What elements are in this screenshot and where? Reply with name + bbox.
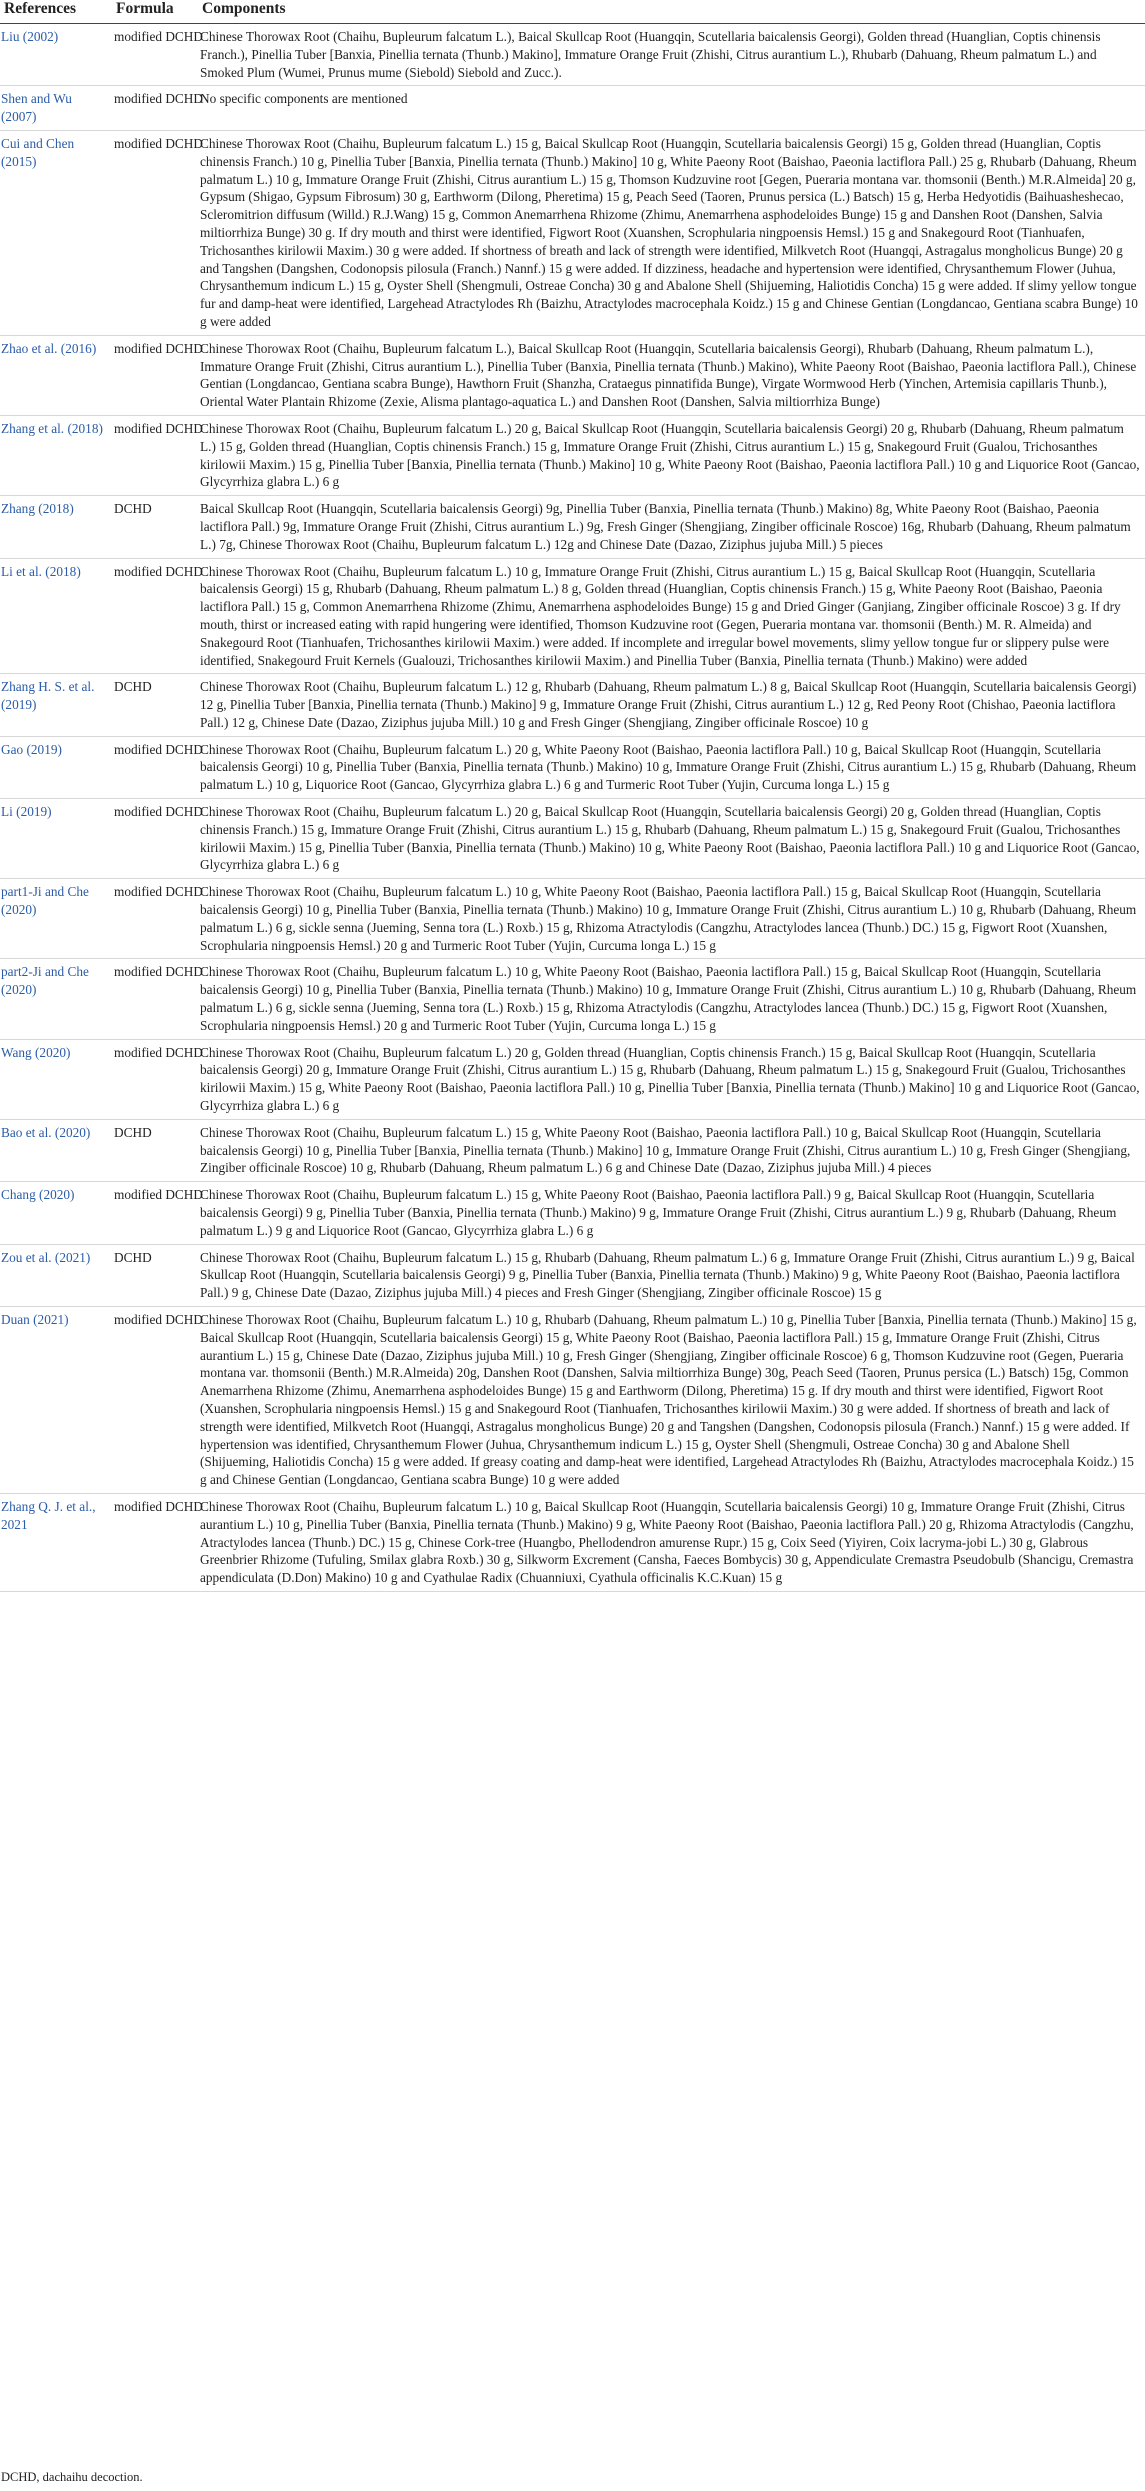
reference-link[interactable]: Zhang Q. J. et al., 2021	[0, 1493, 112, 1591]
formula-cell: modified DCHD	[112, 415, 198, 495]
components-cell: Chinese Thorowax Root (Chaihu, Bupleurum falcatum L.), Baical Skullcap Root (Huangqin, Scutellaria baicalensis Georgi), Rhubarb (Dahuang, Rheum palmatum L.), Immature Orange Fruit (Zhishi, Citrus aurantium L.), Pinellia Tuber (Banxia, Pinellia ternata (Thunb.) Makino), White Paeony Root (Baishao, Paeonia lactiflora Pall.), Chinese Gentian (Longdancao, Gentiana scabra Bunge), Hawthorn Fruit (Shanzha, Crataegus pinnatifida Bunge), Virgate Wormwood Herb (Yinchen, Artemisia capillaris Thunb.), Oriental Water Plantain Rhizome (Zexie, Alisma plantago-aquatica L.) and Danshen Root (Danshen, Salvia miltiorrhiza Bunge)	[198, 335, 1145, 415]
reference-link[interactable]: Wang (2020)	[0, 1039, 112, 1119]
components-cell: Baical Skullcap Root (Huangqin, Scutellaria baicalensis Georgi) 9g, Pinellia Tuber (Banxia, Pinellia ternata (Thunb.) Makino) 8g, White Paeony Root (Baishao, Paeonia lactiflora Pall.) 9g, Immature Orange Fruit (Zhishi, Citrus aurantium L.) 9g, Fresh Ginger (Shengjiang, Zingiber officinale Roscoe) 16g, Rhubarb (Dahuang, Rheum palmatum L.) 7g, Chinese Thorowax Root (Chaihu, Bupleurum falcatum L.) 12g and Chinese Date (Dazao, Ziziphus jujuba Mill.) 5 pieces	[198, 496, 1145, 558]
formula-cell: modified DCHD	[112, 1307, 198, 1494]
reference-link[interactable]: Zhang (2018)	[0, 496, 112, 558]
components-cell: Chinese Thorowax Root (Chaihu, Bupleurum falcatum L.) 20 g, Baical Skullcap Root (Huangqin, Scutellaria baicalensis Georgi) 20 g, Golden thread (Huanglian, Coptis chinensis Franch.) 15 g, Immature Orange Fruit (Zhishi, Citrus aurantium L.) 15 g, Rhubarb (Dahuang, Rheum palmatum L.) 15 g, Snakegourd Fruit (Gualou, Trichosanthes kirilowii Maxim.) 15 g, Pinellia Tuber (Banxia, Pinellia ternata (Thunb.) Makino) 10 g, White Paeony Root (Baishao, Paeonia lactiflora Pall.) 10 g and Liquorice Root (Gancao, Glycyrrhiza glabra L.) 6 g	[198, 799, 1145, 879]
components-cell: Chinese Thorowax Root (Chaihu, Bupleurum falcatum L.) 10 g, White Paeony Root (Baishao, Paeonia lactiflora Pall.) 15 g, Baical Skullcap Root (Huangqin, Scutellaria baicalensis Georgi) 10 g, Pinellia Tuber (Banxia, Pinellia ternata (Thunb.) Makino) 10 g, Immature Orange Fruit (Zhishi, Citrus aurantium L.) 10 g, Rhubarb (Dahuang, Rheum palmatum L.) 6 g, sickle senna (Jueming, Senna tora (L.) Roxb.) 15 g, Rhizoma Atractylodis (Cangzhu, Atractylodes lancea (Thunb.) DC.) 15 g, Figwort Root (Xuanshen, Scrophularia ningpoensis Hemsl.) 20 g and Turmeric Root Tuber (Yujin, Curcuma longa L.) 15 g	[198, 879, 1145, 959]
formula-cell: modified DCHD	[112, 558, 198, 674]
formula-cell: DCHD	[112, 1244, 198, 1306]
table-row	[0, 1244, 1145, 1306]
reference-link[interactable]: Cui and Chen (2015)	[0, 130, 112, 335]
reference-link[interactable]: Chang (2020)	[0, 1182, 112, 1244]
header-row	[0, 0, 1145, 24]
table-row	[0, 86, 1145, 131]
formula-cell: modified DCHD	[112, 1182, 198, 1244]
formula-cell: modified DCHD	[112, 799, 198, 879]
components-cell: Chinese Thorowax Root (Chaihu, Bupleurum falcatum L.) 15 g, White Paeony Root (Baishao, Paeonia lactiflora Pall.) 9 g, Baical Skullcap Root (Huangqin, Scutellaria baicalensis Georgi) 9 g, Pinellia Tuber (Banxia, Pinellia ternata (Thunb.) Makino) 9 g, Immature Orange Fruit (Zhishi, Citrus aurantium L.) 9 g, Rhubarb (Dahuang, Rheum palmatum L.) 9 g and Liquorice Root (Gancao, Glycyrrhiza glabra L.) 6 g	[198, 1182, 1145, 1244]
table-row	[0, 799, 1145, 879]
formula-cell: modified DCHD	[112, 959, 198, 1039]
formula-cell: DCHD	[112, 1119, 198, 1181]
reference-link[interactable]: Shen and Wu (2007)	[0, 86, 112, 131]
reference-link[interactable]: part2-Ji and Che (2020)	[0, 959, 112, 1039]
table-row	[0, 1039, 1145, 1119]
reference-link[interactable]: Liu (2002)	[0, 24, 112, 86]
components-cell: Chinese Thorowax Root (Chaihu, Bupleurum falcatum L.), Baical Skullcap Root (Huangqin, Scutellaria baicalensis Georgi), Golden thread (Huanglian, Coptis chinensis Franch.), Pinellia Tuber [Banxia, Pinellia ternata (Thunb.) Makino], Immature Orange Fruit (Zhishi, Citrus aurantium L.), Rhubarb (Dahuang, Rheum palmatum L.) and Smoked Plum (Wumei, Prunus mume (Siebold) Siebold and Zucc.).	[198, 24, 1145, 86]
reference-link[interactable]: Gao (2019)	[0, 736, 112, 798]
formula-cell: modified DCHD	[112, 86, 198, 131]
table-row	[0, 1119, 1145, 1181]
components-cell: Chinese Thorowax Root (Chaihu, Bupleurum falcatum L.) 10 g, Baical Skullcap Root (Huangqin, Scutellaria baicalensis Georgi) 10 g, Immature Orange Fruit (Zhishi, Citrus aurantium L.) 10 g, Pinellia Tuber (Banxia, Pinellia ternata (Thunb.) Makino) 9 g, White Paeony Root (Baishao, Paeonia lactiflora Pall.) 20 g, Rhizoma Atractylodis (Cangzhu, Atractylodes lancea (Thunb.) DC.) 15 g, Chinese Cork-tree (Huangbo, Phellodendron amurense Rupr.) 15 g, Coix Seed (Yiyiren, Coix lacryma-jobi L.) 30 g, Glabrous Greenbrier Rhizome (Tufuling, Smilax glabra Roxb.) 30 g, Silkworm Excrement (Cansha, Faeces Bombycis) 30 g, Appendiculate Cremastra Pseudobulb (Shancigu, Cremastra appendiculata (D.Don) Makino) 10 g and Cyathulae Radix (Chuanniuxi, Cyathula officinalis K.C.Kuan) 15 g	[198, 1493, 1145, 1591]
components-cell: No specific components are mentioned	[198, 86, 1145, 131]
table-row	[0, 959, 1145, 1039]
formula-cell: modified DCHD	[112, 879, 198, 959]
reference-link[interactable]: Li et al. (2018)	[0, 558, 112, 674]
reference-link[interactable]: part1-Ji and Che (2020)	[0, 879, 112, 959]
components-cell: Chinese Thorowax Root (Chaihu, Bupleurum falcatum L.) 10 g, White Paeony Root (Baishao, Paeonia lactiflora Pall.) 15 g, Baical Skullcap Root (Huangqin, Scutellaria baicalensis Georgi) 10 g, Pinellia Tuber (Banxia, Pinellia ternata (Thunb.) Makino) 10 g, Immature Orange Fruit (Zhishi, Citrus aurantium L.) 10 g, Rhubarb (Dahuang, Rheum palmatum L.) 6 g, sickle senna (Jueming, Senna tora (L.) Roxb.) 15 g, Rhizoma Atractylodis (Cangzhu, Atractylodes lancea (Thunb.) DC.) 15 g, Figwort Root (Xuanshen, Scrophularia ningpoensis Hemsl.) 20 g and Turmeric Root Tuber (Yujin, Curcuma longa L.) 15 g	[198, 959, 1145, 1039]
table-row	[0, 130, 1145, 335]
formula-cell: modified DCHD	[112, 130, 198, 335]
table-row	[0, 496, 1145, 558]
formula-cell: DCHD	[112, 674, 198, 736]
formula-cell: DCHD	[112, 496, 198, 558]
formula-cell: modified DCHD	[112, 24, 198, 86]
formula-cell: modified DCHD	[112, 1039, 198, 1119]
formula-cell: modified DCHD	[112, 1493, 198, 1591]
reference-link[interactable]: Zhao et al. (2016)	[0, 335, 112, 415]
reference-link[interactable]: Bao et al. (2020)	[0, 1119, 112, 1181]
table-footnote: DCHD, dachaihu decoction.	[1, 2470, 143, 2484]
reference-link[interactable]: Li (2019)	[0, 799, 112, 879]
header-references: References	[0, 0, 112, 24]
table-row	[0, 335, 1145, 415]
table-row	[0, 415, 1145, 495]
table-row	[0, 1307, 1145, 1494]
reference-link[interactable]: Duan (2021)	[0, 1307, 112, 1494]
table-row	[0, 24, 1145, 86]
components-cell: Chinese Thorowax Root (Chaihu, Bupleurum falcatum L.) 20 g, Golden thread (Huanglian, Coptis chinensis Franch.) 15 g, Baical Skullcap Root (Huangqin, Scutellaria baicalensis Georgi) 20 g, Immature Orange Fruit (Zhishi, Citrus aurantium L.) 15 g, Rhubarb (Dahuang, Rheum palmatum L.) 15 g, Snakegourd Fruit (Gualou, Trichosanthes kirilowii Maxim.) 15 g, White Paeony Root (Baishao, Paeonia lactiflora Pall.) 10 g, Pinellia Tuber [Banxia, Pinellia ternata (Thunb.) Makino] 10 g and Liquorice Root (Gancao, Glycyrrhiza glabra L.) 6 g	[198, 1039, 1145, 1119]
table-row	[0, 674, 1145, 736]
components-cell: Chinese Thorowax Root (Chaihu, Bupleurum falcatum L.) 20 g, Baical Skullcap Root (Huangqin, Scutellaria baicalensis Georgi) 20 g, Rhubarb (Dahuang, Rheum palmatum L.) 15 g, Golden thread (Huanglian, Coptis chinensis Franch.) 15 g, Immature Orange Fruit (Zhishi, Citrus aurantium L.) 15 g, Snakegourd Fruit (Gualou, Trichosanthes kirilowii Maxim.) 15 g, Pinellia Tuber [Banxia, Pinellia ternata (Thunb.) Makino] 10 g, White Paeony Root (Baishao, Paeonia lactiflora Pall.) 10 g and Liquorice Root (Gancao, Glycyrrhiza glabra L.) 6 g	[198, 415, 1145, 495]
formula-cell: modified DCHD	[112, 736, 198, 798]
components-cell: Chinese Thorowax Root (Chaihu, Bupleurum falcatum L.) 15 g, White Paeony Root (Baishao, Paeonia lactiflora Pall.) 10 g, Baical Skullcap Root (Huangqin, Scutellaria baicalensis Georgi) 10 g, Pinellia Tuber [Banxia, Pinellia ternata (Thunb.) Makino] 10 g, Immature Orange Fruit (Zhishi, Citrus aurantium L.) 10 g, Fresh Ginger (Shengjiang, Zingiber officinale Roscoe) 10 g, Rhubarb (Dahuang, Rheum palmatum L.) 6 g and Chinese Date (Dazao, Ziziphus jujuba Mill.) 4 pieces	[198, 1119, 1145, 1181]
reference-link[interactable]: Zhang H. S. et al. (2019)	[0, 674, 112, 736]
table-row	[0, 879, 1145, 959]
table-row	[0, 558, 1145, 674]
header-components: Components	[198, 0, 1145, 24]
reference-link[interactable]: Zhang et al. (2018)	[0, 415, 112, 495]
table-row	[0, 1493, 1145, 1591]
components-cell: Chinese Thorowax Root (Chaihu, Bupleurum falcatum L.) 10 g, Immature Orange Fruit (Zhishi, Citrus aurantium L.) 15 g, Baical Skullcap Root (Huangqin, Scutellaria baicalensis Georgi) 15 g, Rhubarb (Dahuang, Rheum palmatum L.) 8 g, Golden thread (Huanglian, Coptis chinensis Franch.) 15 g, White Paeony Root (Baishao, Paeonia lactiflora Pall.) 15 g, Common Anemarrhena Rhizome (Zhimu, Anemarrhena asphodeloides Bunge) 15 g and Dried Ginger (Ganjiang, Zingiber officinale Roscoe) 3 g. If dry mouth, thirst or increased eating with rapid hungering were identified, Thomson Kudzuvine root (Gegen, Pueraria montana var. thomsonii (Benth.) M. R. Almeida) and Snakegourd Root (Tianhuafen, Trichosanthes kirilowii Maxim.) were added. If incomplete and irregular bowel movements, slimy yellow tongue fur or slippery pulse were identified, Snakegourd Fruit Kernels (Gualouzi, Trichosanthes kirilowii Maxim.) and Pinellia Tuber (Banxia, Pinellia ternata (Thunb.) Makino) were added	[198, 558, 1145, 674]
reference-link[interactable]: Zou et al. (2021)	[0, 1244, 112, 1306]
table-row	[0, 736, 1145, 798]
components-cell: Chinese Thorowax Root (Chaihu, Bupleurum falcatum L.) 12 g, Rhubarb (Dahuang, Rheum palmatum L.) 8 g, Baical Skullcap Root (Huangqin, Scutellaria baicalensis Georgi) 12 g, Pinellia Tuber [Banxia, Pinellia ternata (Thunb.) Makino] 9 g, Immature Orange Fruit (Zhishi, Citrus aurantium L.) 12 g, Red Peony Root (Chishao, Paeonia lactiflora Pall.) 12 g, Chinese Date (Dazao, Ziziphus jujuba Mill.) 10 g and Fresh Ginger (Shengjiang, Zingiber officinale Roscoe) 10 g	[198, 674, 1145, 736]
components-cell: Chinese Thorowax Root (Chaihu, Bupleurum falcatum L.) 10 g, Rhubarb (Dahuang, Rheum palmatum L.) 10 g, Pinellia Tuber [Banxia, Pinellia ternata (Thunb.) Makino] 15 g, Baical Skullcap Root (Huangqin, Scutellaria baicalensis Georgi) 15 g, White Paeony Root (Baishao, Paeonia lactiflora Pall.) 15 g, Immature Orange Fruit (Zhishi, Citrus aurantium L.) 15 g, Chinese Date (Dazao, Ziziphus jujuba Mill.) 10 g, Fresh Ginger (Shengjiang, Zingiber officinale Roscoe) 6 g, Thomson Kudzuvine root (Gegen, Pueraria montana var. thomsonii (Benth.) M.R.Almeida) 20g, Danshen Root (Danshen, Salvia miltiorrhiza Bunge) 30g, Peach Seed (Taoren, Prunus persica (L.) Batsch) 15g, Common Anemarrhena Rhizome (Zhimu, Anemarrhena asphodeloides Bunge) 15 g and Earthworm (Dilong, Pheretima) 15 g. If dry mouth and thirst were identified, Figwort Root (Xuanshen, Scrophularia ningpoensis Hemsl.) 15 g and Snakegourd Root (Tianhuafen, Trichosanthes kirilowii Maxim.) 30 g were added. If shortness of breath and lack of strength were identified, Milkvetch Root (Huangqi, Astragalus mongholicus Bunge) 20 g and Tangshen (Dangshen, Codonopsis pilosula (Franch.) Nannf.) 15 g were added. If hypertension was identified, Chrysanthemum Flower (Juhua, Chrysanthemum indicum L.) 15 g, Oyster Shell (Shengmuli, Ostreae Concha) 30 g and Abalone Shell (Shijueming, Haliotidis Concha) 15 g were added. If greasy coating and damp-heat were identified, Largehead Atractylodes Rh (Baizhu, Atractylodes macrocephala Koidz.) 15 g and Chinese Gentian (Longdancao, Gentiana scabra Bunge) 10 g were added	[198, 1307, 1145, 1494]
table-row	[0, 1182, 1145, 1244]
components-cell: Chinese Thorowax Root (Chaihu, Bupleurum falcatum L.) 15 g, Baical Skullcap Root (Huangqin, Scutellaria baicalensis Georgi) 15 g, Golden thread (Huanglian, Coptis chinensis Franch.) 10 g, Pinellia Tuber [Banxia, Pinellia ternata (Thunb.) Makino] 10 g, White Paeony Root (Baishao, Paeonia lactiflora Pall.) 25 g, Rhubarb (Dahuang, Rheum palmatum L.) 10 g, Immature Orange Fruit (Zhishi, Citrus aurantium L.) 15 g, Thomson Kudzuvine root [Gegen, Pueraria montana var. thomsonii (Benth.) M.R.Almeida] 20 g, Gypsum (Shigao, Gypsum Fibrosum) 30 g, Earthworm (Dilong, Pheretima) 15 g, Peach Seed (Taoren, Prunus persica (L.) Batsch) 15 g, Herba Hedyotidis (Baihuasheshecao, Scleromitrion diffusum (Willd.) R.J.Wang) 15 g, Common Anemarrhena Rhizome (Zhimu, Anemarrhena asphodeloides Bunge) 15 g and Danshen Root (Danshen, Salvia miltiorrhiza Bunge) 30 g. If dry mouth and thirst were identified, Figwort Root (Xuanshen, Scrophularia ningpoensis Hemsl.) 15 g and Snakegourd Root (Tianhuafen, Trichosanthes kirilowii Maxim.) 30 g were added. If shortness of breath and lack of strength were identified, Milkvetch Root (Huangqi, Astragalus mongholicus Bunge) 20 g and Tangshen (Dangshen, Codonopsis pilosula (Franch.) Nannf.) 15 g were added. If dizziness, headache and hypertension were identified, Chrysanthemum Flower (Juhua, Chrysanthemum indicum L.) 15 g, Oyster Shell (Shengmuli, Ostreae Concha) 30 g and Abalone Shell (Shijueming, Haliotidis Concha) 15 g were added. If slimy yellow tongue fur and damp-heat were identified, Largehead Atractylodes Rh (Baizhu, Atractylodes macrocephala Koidz.) 15 g and Chinese Gentian (Longdancao, Gentiana scabra Bunge) 10 g were added	[198, 130, 1145, 335]
components-cell: Chinese Thorowax Root (Chaihu, Bupleurum falcatum L.) 20 g, White Paeony Root (Baishao, Paeonia lactiflora Pall.) 10 g, Baical Skullcap Root (Huangqin, Scutellaria baicalensis Georgi) 10 g, Pinellia Tuber (Banxia, Pinellia ternata (Thunb.) Makino) 10 g, Immature Orange Fruit (Zhishi, Citrus aurantium L.) 15 g, Rhubarb (Dahuang, Rheum palmatum L.) 10 g, Liquorice Root (Gancao, Glycyrrhiza glabra L.) 6 g and Turmeric Root Tuber (Yujin, Curcuma longa L.) 15 g	[198, 736, 1145, 798]
header-formula: Formula	[112, 0, 198, 24]
components-cell: Chinese Thorowax Root (Chaihu, Bupleurum falcatum L.) 15 g, Rhubarb (Dahuang, Rheum palmatum L.) 6 g, Immature Orange Fruit (Zhishi, Citrus aurantium L.) 9 g, Baical Skullcap Root (Huangqin, Scutellaria baicalensis Georgi) 9 g, Pinellia Tuber (Banxia, Pinellia ternata (Thunb.) Makino) 9 g, White Paeony Root (Baishao, Paeonia lactiflora Pall.) 9 g, Chinese Date (Dazao, Ziziphus jujuba Mill.) 4 pieces and Fresh Ginger (Shengjiang, Zingiber officinale Roscoe) 15 g	[198, 1244, 1145, 1306]
formula-cell: modified DCHD	[112, 335, 198, 415]
